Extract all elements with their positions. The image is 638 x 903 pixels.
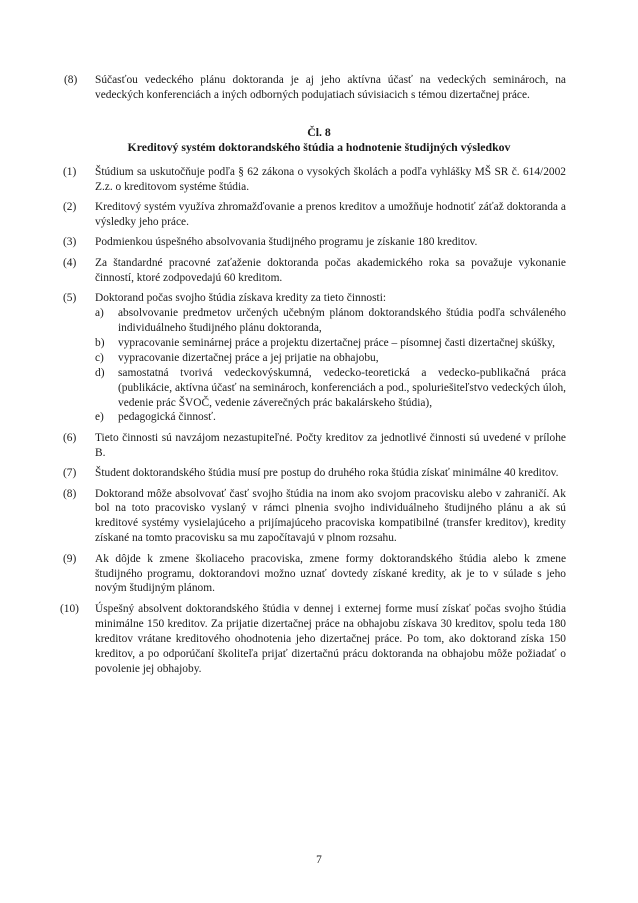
paragraph-number: (8) xyxy=(64,74,78,86)
paragraph-text: Za štandardné pracovné zaťaženie doktoranda počas akademického roka sa považuje vykonanie činností, ktoré zodpovedajú 60 kreditom. xyxy=(95,256,566,284)
paragraph-text: Študent doktorandského štúdia musí pre postup do druhého roka štúdia získať minimálne 40 kreditov. xyxy=(95,467,559,480)
paragraph-number: (1) xyxy=(63,165,77,178)
paragraph-number: (5) xyxy=(63,292,77,305)
activity-text: vypracovanie dizertačnej práce a jej prijatie na obhajobu, xyxy=(118,351,379,364)
paragraph-text: Kreditový systém využíva zhromažďovanie a prenos kreditov a umožňuje hodnotiť záťaž doktoranda a výsledky jeho práce. xyxy=(95,201,566,229)
activity-letter: b) xyxy=(95,336,105,349)
paragraph-text: Úspešný absolvent doktorandského štúdia v dennej i externej forme musí získať počas svojho štúdia minimálne 150 kreditov. Za prijatie dizertačnej práce na obhajobu získava 30 kreditov, spolu teda 180 kreditov vrátane kreditového ohodnotenia jeho dizertačnej práce. Po tom, ako doktorand získa 150 kreditov, a po odporúčaní školiteľa prijať dizertačnú prácu doktoranda na obhajobu môže požiadať o povolenie jej obhajoby. xyxy=(95,602,566,675)
activity-letter: c) xyxy=(95,351,104,364)
paragraph-number: (2) xyxy=(63,201,77,214)
activity-item xyxy=(95,336,566,351)
paragraph-4 xyxy=(63,256,566,286)
paragraph-number: (9) xyxy=(63,552,77,565)
activity-item xyxy=(95,410,566,425)
activity-list xyxy=(95,306,566,425)
activity-text: absolvovanie predmetov určených učebným plánom doktorandského štúdia podľa schváleného individuálneho študijného plánu doktoranda, xyxy=(118,307,566,334)
paragraph-text: Tieto činnosti sú navzájom nezastupiteľné. Počty kreditov za jednotlivé činnosti sú uvedené v prílohe B. xyxy=(95,431,566,459)
paragraph-8 xyxy=(63,487,566,547)
paragraph-1 xyxy=(63,165,566,195)
activity-letter: a) xyxy=(95,307,104,320)
page-number: 7 xyxy=(316,854,322,866)
paragraph-text: Súčasťou vedeckého plánu doktoranda je aj jeho aktívna účasť na vedeckých seminároch, na vedeckých konferenciách a iných odborných podujatiach súvisiacich s témou dizertačnej práce. xyxy=(95,74,566,101)
paragraph-number: (6) xyxy=(63,431,77,444)
intro-paragraph xyxy=(64,73,566,103)
activity-text: vypracovanie seminárnej práce a projektu dizertačnej práce – písomnej časti dizertačnej skúšky, xyxy=(118,336,555,349)
activity-item xyxy=(95,366,566,411)
paragraph-number: (10) xyxy=(60,602,79,615)
paragraph-text: Doktorand môže absolvovať časť svojho štúdia na inom ako svojom pracovisku alebo v zahraničí. Ak bol na toto pracovisko vyslaný v rámci plnenia svojho individuálneho študijného plánu a ak sú kreditové systémy vysielajúceho a prijímajúceho pracoviska kompatibilné (transfer kreditov), kredity získané na tomto pracovisku sa mu započítavajú v plnom rozsahu. xyxy=(95,487,566,545)
article-title: Kreditový systém doktorandského štúdia a hodnotenie študijných výsledkov xyxy=(127,139,511,154)
paragraph-5 xyxy=(63,291,566,425)
activity-text: samostatná tvorivá vedeckovýskumná, vedecko-teoretická a vedecko-publikačná práca (publikácie, aktívna účasť na seminároch, konferenciách a pod., spoluriešiteľstvo vedeckých úloh, vedenie prác ŠVOČ, vedenie záverečných prác bakalárskeho štúdia), xyxy=(118,366,566,409)
paragraph-text: Štúdium sa uskutočňuje podľa § 62 zákona o vysokých školách a podľa vyhlášky MŠ SR č. 614/2002 Z.z. o kreditovom systéme štúdia. xyxy=(95,165,566,193)
paragraph-9 xyxy=(63,552,566,597)
paragraph-text: Podmienkou úspešného absolvovania študijného programu je získanie 180 kreditov. xyxy=(95,236,478,249)
activity-text: pedagogická činnosť. xyxy=(118,411,216,424)
activity-item xyxy=(95,351,566,366)
activity-letter: e) xyxy=(95,411,104,424)
paragraph-text: Doktorand počas svojho štúdia získava kredity za tieto činnosti: xyxy=(95,292,387,305)
activity-letter: d) xyxy=(95,366,105,379)
paragraph-text: Ak dôjde k zmene školiaceho pracoviska, zmene formy doktorandského štúdia alebo k zmene študijného programu, doktorandovi možno uznať dovtedy získané kredity, ak je to v súlade s jeho novým študijným plánom. xyxy=(95,552,566,595)
paragraph-number: (7) xyxy=(63,467,77,480)
paragraph-2 xyxy=(63,200,566,230)
paragraph-10 xyxy=(60,602,566,677)
paragraph-number: (8) xyxy=(63,487,77,500)
page-content xyxy=(60,73,566,682)
article-number: Čl. 8 xyxy=(307,124,331,139)
paragraph-6 xyxy=(63,431,566,461)
paragraph-number: (3) xyxy=(63,236,77,249)
paragraph-3 xyxy=(63,235,566,250)
paragraph-number: (4) xyxy=(63,256,77,269)
paragraph-7 xyxy=(63,466,566,481)
activity-item xyxy=(95,306,566,336)
